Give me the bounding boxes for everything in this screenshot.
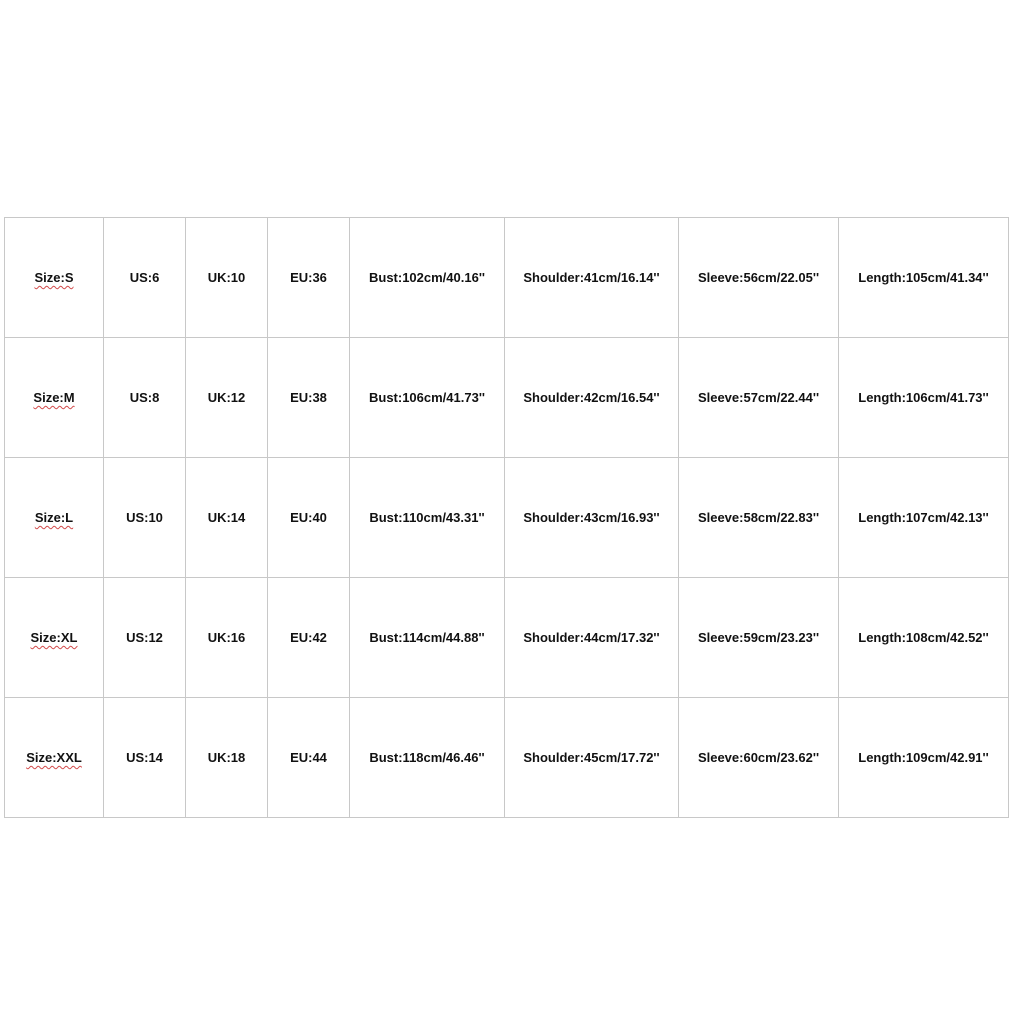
- size-label: Size:M: [33, 390, 75, 405]
- bust-cell: Bust:102cm/40.16'': [350, 218, 505, 338]
- table-row: [5, 578, 1009, 698]
- eu-size-cell: EU:38: [268, 338, 350, 458]
- table-row: [5, 458, 1009, 578]
- eu-size-cell: EU:40: [268, 458, 350, 578]
- size-cell: [5, 698, 104, 818]
- size-cell: [5, 578, 104, 698]
- bust-cell: Bust:110cm/43.31'': [350, 458, 505, 578]
- size-cell: [5, 458, 104, 578]
- shoulder-cell: Shoulder:41cm/16.14'': [505, 218, 679, 338]
- length-cell: Length:105cm/41.34'': [839, 218, 1009, 338]
- bust-cell: Bust:106cm/41.73'': [350, 338, 505, 458]
- uk-size-cell: UK:14: [186, 458, 268, 578]
- shoulder-cell: Shoulder:43cm/16.93'': [505, 458, 679, 578]
- us-size-cell: US:10: [104, 458, 186, 578]
- size-label: Size:XXL: [26, 750, 82, 765]
- size-label: Size:L: [34, 510, 74, 525]
- us-size-cell: US:6: [104, 218, 186, 338]
- sleeve-cell: Sleeve:58cm/22.83'': [679, 458, 839, 578]
- uk-size-cell: UK:12: [186, 338, 268, 458]
- eu-size-cell: EU:36: [268, 218, 350, 338]
- sleeve-cell: Sleeve:57cm/22.44'': [679, 338, 839, 458]
- bust-cell: Bust:118cm/46.46'': [350, 698, 505, 818]
- length-cell: Length:106cm/41.73'': [839, 338, 1009, 458]
- shoulder-cell: Shoulder:45cm/17.72'': [505, 698, 679, 818]
- sleeve-cell: Sleeve:59cm/23.23'': [679, 578, 839, 698]
- length-cell: Length:109cm/42.91'': [839, 698, 1009, 818]
- table-row: [5, 698, 1009, 818]
- size-label: Size:XL: [30, 630, 78, 645]
- uk-size-cell: UK:18: [186, 698, 268, 818]
- sleeve-cell: Sleeve:60cm/23.62'': [679, 698, 839, 818]
- size-cell: [5, 338, 104, 458]
- bust-cell: Bust:114cm/44.88'': [350, 578, 505, 698]
- size-chart-table: [4, 217, 1009, 818]
- us-size-cell: US:12: [104, 578, 186, 698]
- length-cell: Length:107cm/42.13'': [839, 458, 1009, 578]
- sleeve-cell: Sleeve:56cm/22.05'': [679, 218, 839, 338]
- shoulder-cell: Shoulder:44cm/17.32'': [505, 578, 679, 698]
- eu-size-cell: EU:44: [268, 698, 350, 818]
- shoulder-cell: Shoulder:42cm/16.54'': [505, 338, 679, 458]
- size-cell: [5, 218, 104, 338]
- size-label: Size:S: [34, 270, 74, 285]
- table-row: [5, 218, 1009, 338]
- eu-size-cell: EU:42: [268, 578, 350, 698]
- table-row: [5, 338, 1009, 458]
- length-cell: Length:108cm/42.52'': [839, 578, 1009, 698]
- uk-size-cell: UK:16: [186, 578, 268, 698]
- us-size-cell: US:8: [104, 338, 186, 458]
- us-size-cell: US:14: [104, 698, 186, 818]
- uk-size-cell: UK:10: [186, 218, 268, 338]
